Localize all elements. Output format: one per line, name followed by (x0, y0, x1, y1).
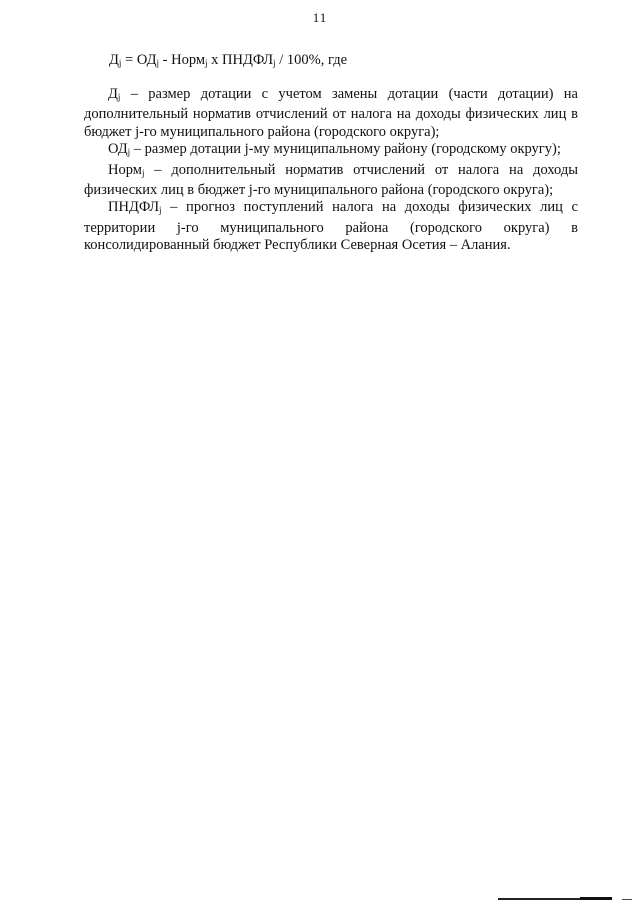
definition-subscript: j (159, 205, 162, 216)
formula (109, 52, 347, 69)
formula-od: = ОД (121, 52, 157, 68)
definition-symbol: ПНДФЛ (108, 199, 160, 216)
formula-norm-subscript: j (205, 58, 208, 68)
definition-text: – прогноз поступлений налога на доходы физических лиц с территории j-го муниципального района (городского округа) в консолидированный бюджет Республики Северная Осетия – Алания. (84, 199, 578, 254)
page-number: 11 (312, 10, 328, 25)
formula-lhs-subscript: j (118, 58, 122, 68)
footer-rule-mark (580, 897, 612, 900)
definition-subscript: j (127, 147, 131, 158)
definition-norm (84, 162, 578, 200)
definition-od (84, 141, 578, 161)
definition-text: – размер дотации с учетом замены дотации (части дотации) на дополнительный норматив отчислений от налога на доходы физических лиц в бюджет j-го муниципального района (городского округа); (84, 86, 578, 140)
formula-pndfl: х ПНДФЛ (207, 52, 274, 68)
definition-subscript: j (141, 167, 145, 178)
definition-pndfl (84, 199, 578, 254)
definition-text: – дополнительный норматив отчислений от налога на доходы физических лиц в бюджет j-го муниципального района (городского округа); (84, 161, 578, 199)
definition-symbol: Д (108, 86, 118, 102)
formula-lhs: Д (109, 52, 119, 68)
formula-norm: - Норм (159, 52, 206, 68)
definition-text: – размер дотации j-му муниципальному району (городскому округу); (130, 141, 561, 158)
definitions-block (84, 86, 578, 255)
definition-symbol: ОД (108, 141, 128, 158)
formula-tail: / 100%, где (275, 52, 348, 68)
formula-od-subscript: j (156, 58, 160, 68)
formula-pndfl-subscript: j (273, 58, 276, 68)
definition-subscript: j (117, 92, 121, 102)
footer-dash (622, 899, 632, 900)
definition-d (84, 86, 578, 141)
definition-symbol: Норм (108, 161, 142, 178)
